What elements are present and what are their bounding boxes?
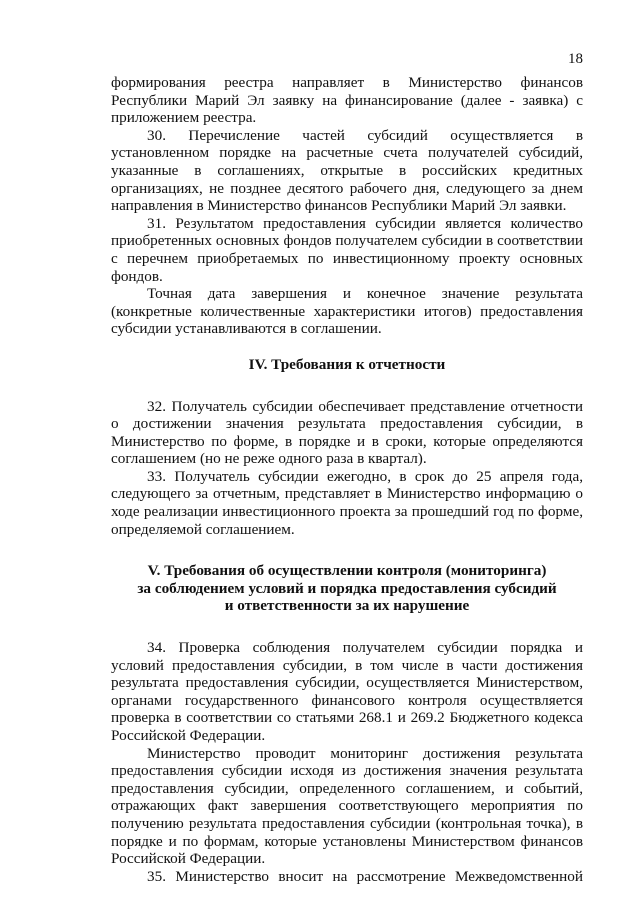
paragraph-result-date: Точная дата завершения и конечное значение результата (конкретные количественные характеристики итогов) предоставления субсидии устанавливаются в соглашении. xyxy=(111,285,583,338)
paragraph-30: 30. Перечисление частей субсидий осуществляется в установленном порядке на расчетные счета получателей субсидий, указанные в соглашениях, открытые в российских кредитных организациях, не позднее десятого рабочего дня, следующего за днем направления в Министерство финансов Республики Марий Эл заявки. xyxy=(111,126,583,215)
page-number: 18 xyxy=(568,51,583,67)
section-v-heading xyxy=(111,562,583,615)
document-body xyxy=(111,74,583,885)
paragraph-continuation: формирования реестра направляет в Министерство финансов Республики Марий Эл заявку на финансирование (далее - заявка) с приложением реестра. xyxy=(111,74,583,127)
paragraph-34: 34. Проверка соблюдения получателем субсидии порядка и условий предоставления субсидии, в том числе в части достижения результата предоставления субсидии, осуществляется Министерством, органами государственного финансового контроля осуществляется проверка в соответствии со статьями 268.1 и 269.2 Бюджетного кодекса Российской Федерации. xyxy=(111,639,583,744)
paragraph-33: 33. Получатель субсидии ежегодно, в срок до 25 апреля года, следующего за отчетным, представляет в Министерство информацию о ходе реализации инвестиционного проекта за прошедший год по форме, определяемой соглашением. xyxy=(111,467,583,538)
section-v-heading-line: за соблюдением условий и порядка предоставления субсидий xyxy=(137,579,557,597)
paragraph-32: 32. Получатель субсидии обеспечивает представление отчетности о достижении значения результата предоставления субсидии, в Министерство по форме, в порядке и в сроки, которые определяются соглашением (но не реже одного раза в квартал). xyxy=(111,397,583,468)
section-v-heading-line: V. Требования об осуществлении контроля (мониторинга) xyxy=(147,562,547,580)
section-v-heading-line: и ответственности за их нарушение xyxy=(224,597,470,615)
section-iv-heading: IV. Требования к отчетности xyxy=(248,355,446,373)
paragraph-31: 31. Результатом предоставления субсидии является количество приобретенных основных фондов получателем субсидии в соответствии с перечнем приобретаемых по инвестиционному проекту основных фондов. xyxy=(111,214,583,285)
paragraph-monitoring: Министерство проводит мониторинг достижения результата предоставления субсидии исходя из достижения значения результата предоставления субсидии, определенного соглашением, и событий, отражающих факт завершения соответствующего мероприятия по получению результата предоставления субсидии (контрольная точка), в порядке и по формам, которые установлены Министерством финансов Российской Федерации. xyxy=(111,744,583,868)
paragraph-35: 35. Министерство вносит на рассмотрение Межведомственной xyxy=(147,867,583,885)
